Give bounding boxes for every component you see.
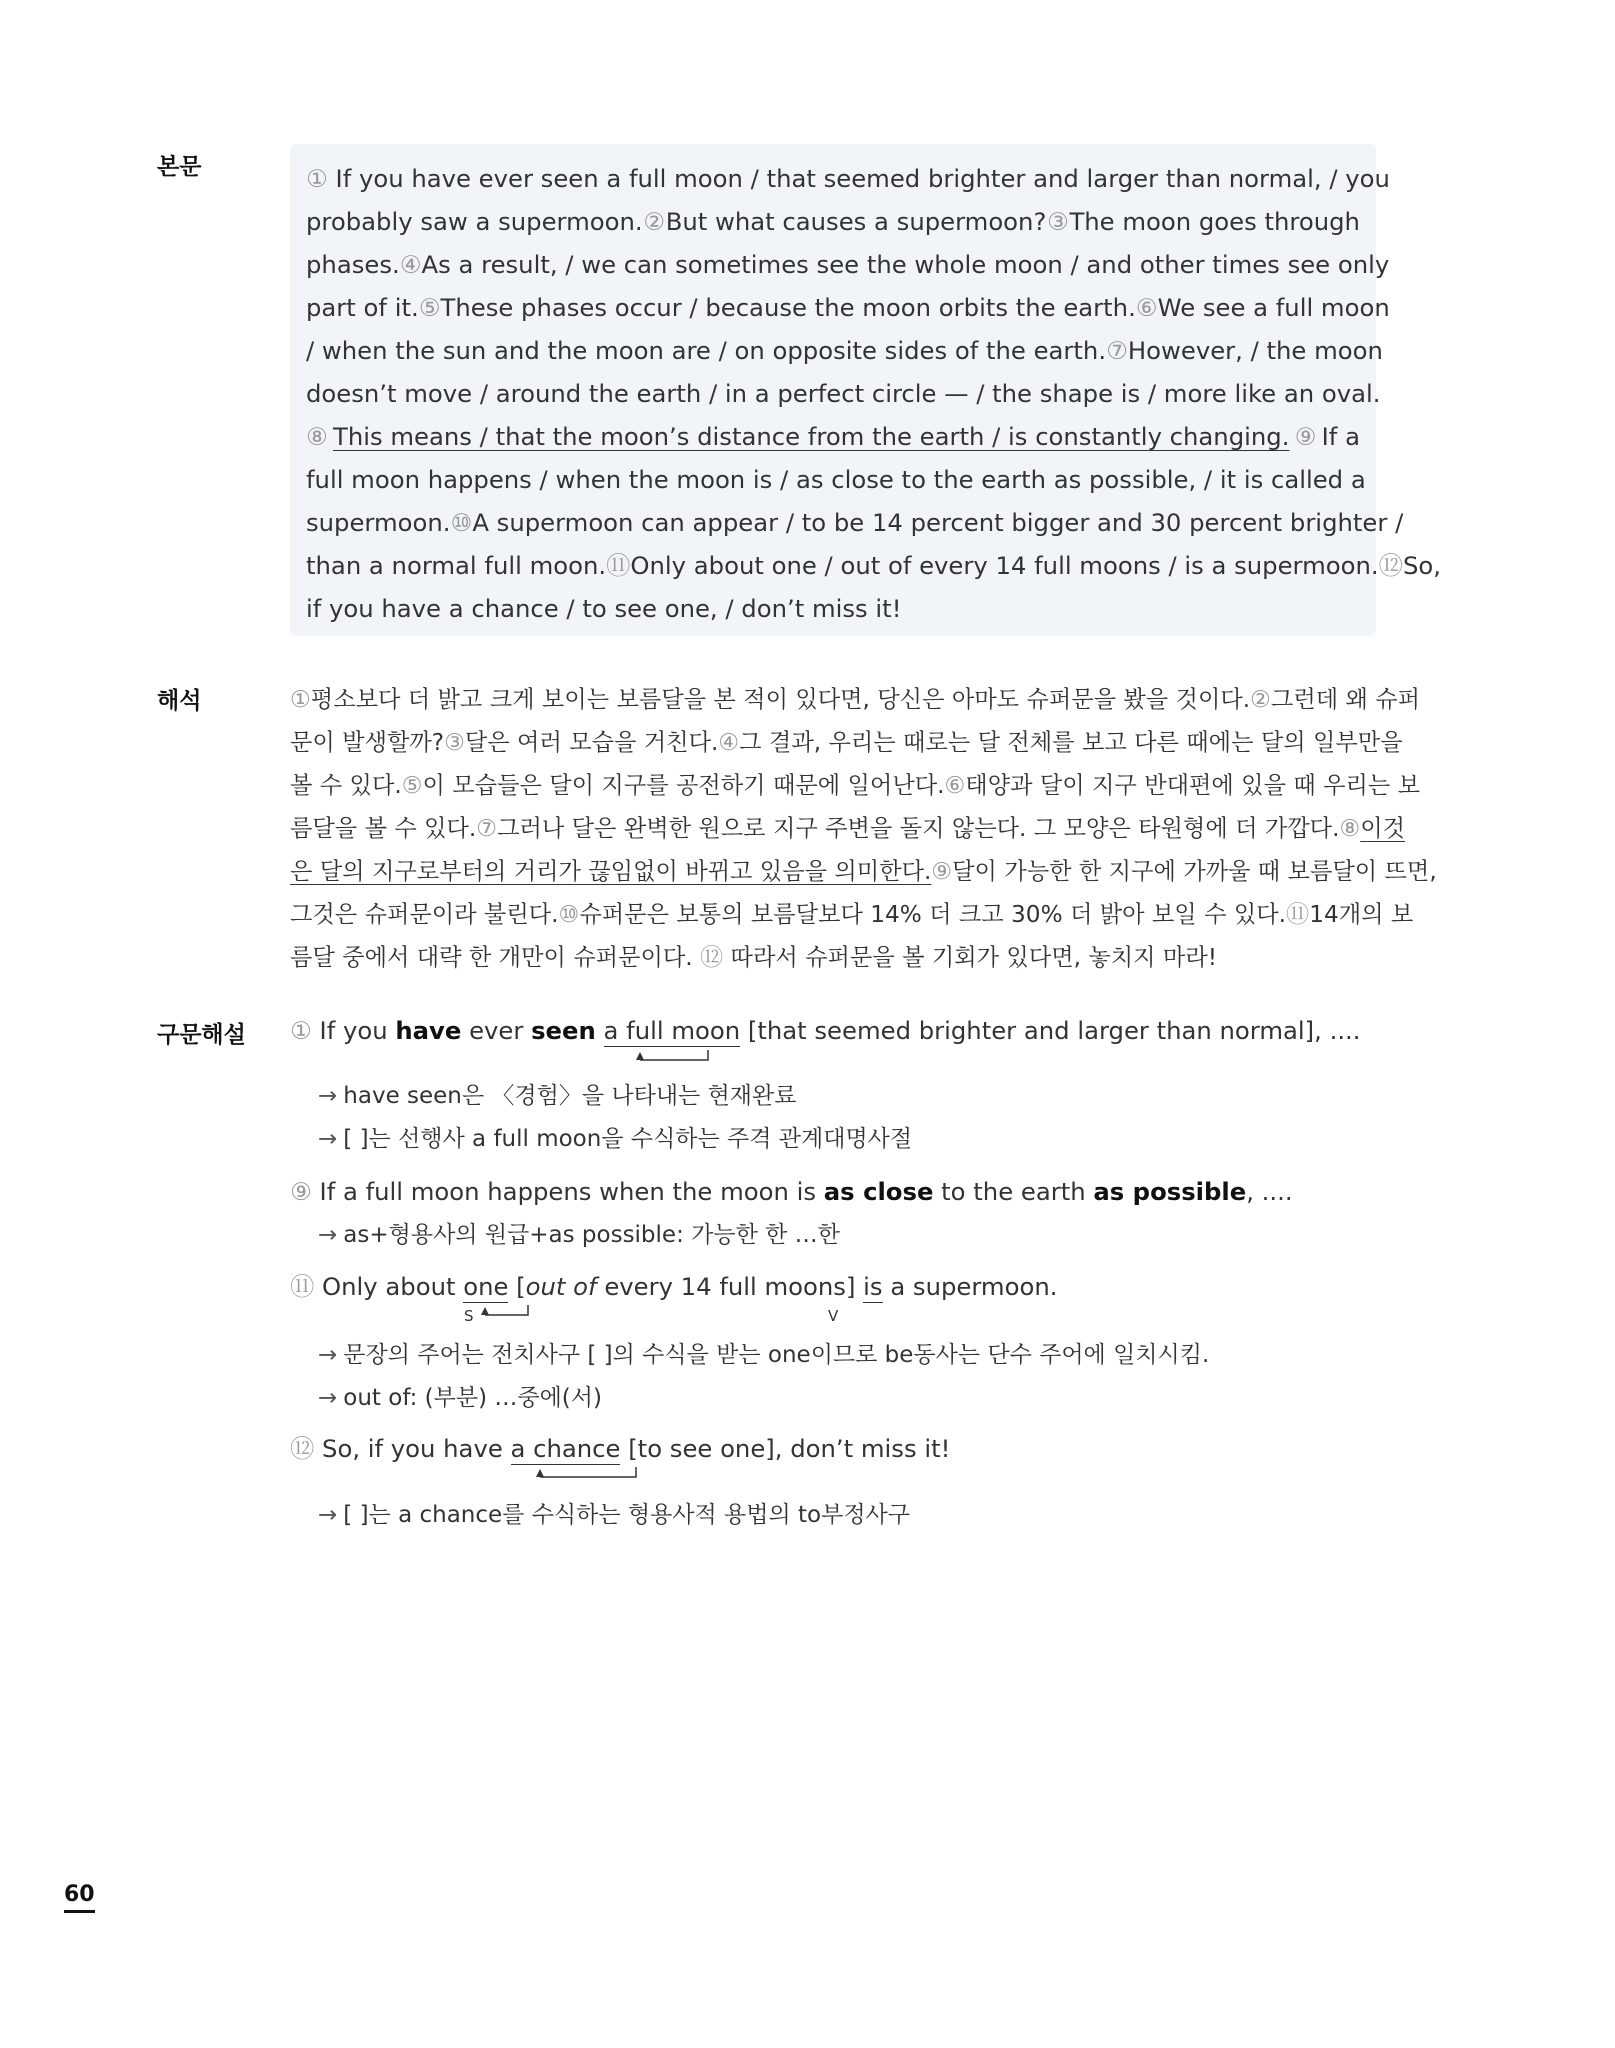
subject-underline: one [463,1272,509,1301]
text: every 14 full moons] [596,1272,864,1301]
note-text: as+형용사의 원급+as possible: 가능한 한 …한 [343,1222,840,1248]
sentence-text: However, / the moon [1127,336,1383,365]
sentence-text: phases. [306,250,400,279]
sentence-number: ④ [399,250,422,279]
translation-text: 름달 중에서 대략 한 개만이 슈퍼문이다. [290,944,693,971]
text: [that seemed brighter and larger than normal], .... [740,1016,1361,1045]
verb-label: V [828,1307,839,1325]
sentence-number: ④ [718,729,740,756]
italic-text: out of [525,1272,597,1301]
bold-text: have [395,1016,462,1045]
sentence-number: ① [290,686,311,713]
sentence-text: than a normal full moon. [306,551,607,580]
sentence-number: ⑦ [476,815,498,842]
sentence-text: As a result, / we can sometimes see the whole moon / and other times see only [421,250,1390,279]
translation-text: 태양과 달이 지구 반대편에 있을 때 우리는 보 [965,772,1421,799]
sentence-number: ⑥ [944,772,966,799]
sentence-number: ① [306,164,328,193]
translation-text: 볼 수 있다. [290,772,402,799]
sentence-number: ⑤ [401,772,423,799]
section-label-grammar: 구문해설 [157,1022,246,1048]
note-text: 문장의 주어는 전치사구 [ ]의 수식을 받는 one이므로 be동사는 단수 주어에 일치시킴. [343,1342,1210,1368]
sentence-text: / when the sun and the moon are / on opposite sides of the earth. [306,336,1107,365]
key-translation-underlined: 은 달의 지구로부터의 거리가 끊임없이 바뀌고 있음을 의미한다. [290,858,932,885]
note-text: out of: (부분) …중에(서) [343,1385,602,1411]
sentence-number: ⑤ [418,293,441,322]
sentence-number: ⑦ [1106,336,1128,365]
translation-text: 이 모습들은 달이 지구를 공전하기 때문에 일어난다. [422,772,945,799]
text: [to see one], don’t miss it! [620,1434,951,1463]
sentence-number: ⑫ [290,1434,315,1463]
sentence-number: ② [643,207,666,236]
translation-text: 그것은 슈퍼문이라 불린다. [290,901,559,928]
sentence-number: ⑫ [699,944,724,971]
sentence-number: ② [1250,686,1271,713]
text: If a full moon happens when the moon is [319,1177,824,1206]
sentence-text: part of it. [306,293,419,322]
text: , .... [1246,1177,1293,1206]
text: a supermoon. [882,1272,1058,1301]
sentence-text: Only about one / out of every 14 full moons / is a supermoon. [630,551,1379,580]
antecedent-underline: a chance [510,1434,621,1463]
section-label-main: 본문 [157,154,202,180]
grammar-note [318,1500,910,1530]
bold-text: seen [531,1016,596,1045]
translation-text: 그런데 왜 슈퍼 [1270,686,1421,713]
sentence-text: probably saw a supermoon. [306,207,643,236]
sentence-number: ⑨ [931,858,953,885]
sentence-number: ⑩ [558,901,580,928]
sentence-number: ① [290,1016,312,1045]
note-text: [ ]는 선행사 a full moon을 수식하는 주격 관계대명사절 [343,1126,913,1152]
sentence-number: ⑧ [1339,815,1361,842]
translation-text: 름달을 볼 수 있다. [290,815,477,842]
sentence-number: ⑪ [290,1272,315,1301]
sentence-number: ③ [1047,207,1069,236]
sentence-number: ⑪ [1286,901,1310,928]
sentence-number: ③ [444,729,465,756]
sentence-number: ⑩ [450,508,473,537]
sentence-text: These phases occur / because the moon orbits the earth. [440,293,1136,322]
note-text: have seen은 〈경험〉을 나타내는 현재완료 [343,1083,797,1109]
translation-text: 그 결과, 우리는 때로는 달 전체를 보고 다른 때에는 달의 일부만을 [739,729,1403,756]
section-label-translation: 해석 [157,688,202,714]
sentence-text: We see a full moon [1157,293,1390,322]
translation-text: 달이 가능한 한 지구에 가까울 때 보름달이 뜨면, [952,858,1437,885]
sentence-text: doesn’t move / around the earth / in a perfect circle — / the shape is / more like an oval. [306,379,1381,408]
translation-text: 문이 발생할까? [290,729,445,756]
sentence-text: if you have a chance / to see one, / don’t miss it! [306,594,902,623]
text: to the earth [933,1177,1094,1206]
text: If you [319,1016,396,1045]
sentence-number: ⑥ [1135,293,1158,322]
sentence-text: full moon happens / when the moon is / as close to the earth as possible, / it is called a [306,465,1366,494]
sentence-text: A supermoon can appear / to be 14 percent bigger and 30 percent brighter / [472,508,1404,537]
key-sentence-underlined: This means / that the moon’s distance from the earth / is constantly changing. [333,422,1290,451]
sentence-text: But what causes a supermoon? [665,207,1047,236]
translation-text: 평소보다 더 밝고 크게 보이는 보름달을 본 적이 있다면, 당신은 아마도 슈퍼문을 봤을 것이다. [310,686,1251,713]
sentence-number: ⑨ [1294,422,1317,451]
sentence-number: ⑨ [290,1177,312,1206]
subject-label: S [464,1307,474,1325]
sentence-text: So, [1402,551,1441,580]
arrow-icon: → [318,1342,338,1368]
sentence-text: If you have ever seen a full moon / that seemed brighter and larger than normal, / you [335,164,1390,193]
translation-text: 달은 여러 모습을 거친다. [464,729,719,756]
text: Only about [322,1272,464,1301]
arrow-icon: → [318,1502,338,1528]
arrow-icon: → [318,1126,338,1152]
bold-text: as close [823,1177,934,1206]
translation-text: 14개의 보 [1309,901,1414,928]
bold-text: as possible [1093,1177,1247,1206]
sentence-text: The moon goes through [1069,207,1360,236]
arrow-icon: → [318,1385,338,1411]
sentence-number: ⑪ [606,551,631,580]
arrow-icon: → [318,1083,338,1109]
text: So, if you have [322,1434,511,1463]
arrow-icon: → [318,1222,338,1248]
sentence-text: If a [1321,422,1360,451]
sentence-number: ⑧ [306,422,328,451]
key-translation-underlined: 이것 [1360,815,1406,842]
note-text: [ ]는 a chance를 수식하는 형용사적 용법의 to부정사구 [343,1502,910,1528]
sentence-number: ⑫ [1378,551,1403,580]
text: ever [461,1016,532,1045]
translation-text: 따라서 슈퍼문을 볼 기회가 있다면, 놓치지 마라! [730,944,1218,971]
translation-text: 슈퍼문은 보통의 보름달보다 14% 더 크고 30% 더 밝아 보일 수 있다. [579,901,1287,928]
antecedent-underline: a full moon [603,1016,741,1045]
sentence-text: supermoon. [306,508,451,537]
translation-text: 그러나 달은 완벽한 원으로 지구 주변을 돌지 않는다. 그 모양은 타원형에 더 가깝다. [497,815,1340,842]
verb-underline: is [863,1272,883,1301]
page-number: 60 [64,1882,95,1913]
text: [ [508,1272,526,1301]
